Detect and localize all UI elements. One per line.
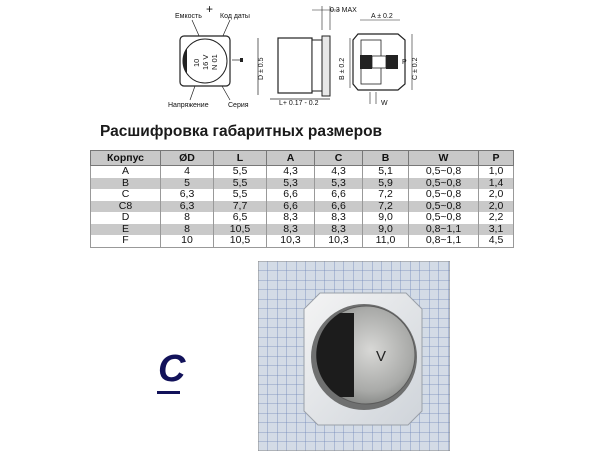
table-cell: 10 bbox=[161, 235, 214, 247]
table-cell: 2,0 bbox=[479, 189, 514, 201]
top-view-drawing bbox=[168, 2, 250, 109]
table-cell: 0,5~0,8 bbox=[409, 189, 479, 201]
table-cell: 9,0 bbox=[363, 212, 409, 224]
column-header: W bbox=[409, 151, 479, 166]
marking-voltage: 16 V bbox=[201, 54, 210, 70]
table-cell: 6,6 bbox=[315, 189, 363, 201]
column-header: ØD bbox=[161, 151, 214, 166]
marking-value: 10 bbox=[192, 58, 201, 67]
capacitance-label: Емкость bbox=[175, 13, 202, 20]
table-cell: 9,0 bbox=[363, 224, 409, 236]
column-header: C bbox=[315, 151, 363, 166]
table-cell: 8 bbox=[161, 224, 214, 236]
dim-c-label: C ± 0.2 bbox=[412, 57, 419, 80]
dim-p-label: P bbox=[402, 59, 407, 66]
table-cell: 5,5 bbox=[214, 178, 267, 190]
table-cell: 10,3 bbox=[267, 235, 315, 247]
table-cell: 7,7 bbox=[214, 201, 267, 213]
table-cell: 0,5~0,8 bbox=[409, 178, 479, 190]
table-cell: 10,5 bbox=[214, 235, 267, 247]
bottom-view-drawing bbox=[339, 13, 419, 107]
table-cell: 8,3 bbox=[267, 224, 315, 236]
table-header-row bbox=[91, 151, 514, 166]
table-cell: 2,0 bbox=[479, 201, 514, 213]
table-cell: 6,6 bbox=[267, 201, 315, 213]
table-cell: A bbox=[91, 166, 161, 178]
table-cell: 1,0 bbox=[479, 166, 514, 178]
table-cell: 0,5~0,8 bbox=[409, 201, 479, 213]
column-header: B bbox=[363, 151, 409, 166]
table-cell: 0,8~1,1 bbox=[409, 224, 479, 236]
table-row bbox=[91, 189, 514, 201]
marking-code: N 01 bbox=[210, 54, 219, 70]
table-cell: 8,3 bbox=[315, 224, 363, 236]
capacitor-marking: V bbox=[376, 348, 387, 365]
table-cell: 6,6 bbox=[315, 201, 363, 213]
dim-b-label: B ± 0.2 bbox=[339, 57, 346, 80]
voltage-label: Напряжение bbox=[168, 102, 209, 109]
table-cell: E bbox=[91, 224, 161, 236]
table-cell: 10,3 bbox=[315, 235, 363, 247]
table-cell: 5,9 bbox=[363, 178, 409, 190]
table-cell: 11,0 bbox=[363, 235, 409, 247]
table-row bbox=[91, 212, 514, 224]
dimension-drawings bbox=[0, 0, 600, 115]
table-cell: 10,5 bbox=[214, 224, 267, 236]
column-header: Корпус bbox=[91, 151, 161, 166]
table-row bbox=[91, 166, 514, 178]
table-cell: 0,8~1,1 bbox=[409, 235, 479, 247]
table-cell: 7,2 bbox=[363, 201, 409, 213]
table-cell: 5,1 bbox=[363, 166, 409, 178]
table-cell: B bbox=[91, 178, 161, 190]
table-cell: 0,5~0,8 bbox=[409, 212, 479, 224]
table-cell: 1,4 bbox=[479, 178, 514, 190]
dim-w-label: W bbox=[381, 100, 388, 107]
dimensions-table bbox=[90, 150, 514, 248]
table-cell: 6,5 bbox=[214, 212, 267, 224]
dim-d-label: D ± 0.5 bbox=[258, 57, 265, 80]
dim-max-label: 0.3 MAX bbox=[330, 7, 357, 14]
table-cell: 8,3 bbox=[315, 212, 363, 224]
date-code-label: Код даты bbox=[220, 13, 250, 20]
table-cell: 3,1 bbox=[479, 224, 514, 236]
table-cell: 4,5 bbox=[479, 235, 514, 247]
table-cell: 5,3 bbox=[267, 178, 315, 190]
table-cell: 6,6 bbox=[267, 189, 315, 201]
capacitor-photo bbox=[258, 261, 450, 451]
table-row bbox=[91, 235, 514, 247]
table-cell: 4 bbox=[161, 166, 214, 178]
table-cell: 6,3 bbox=[161, 189, 214, 201]
table-cell: F bbox=[91, 235, 161, 247]
column-header: L bbox=[214, 151, 267, 166]
plus-sign: + bbox=[206, 2, 214, 16]
table-cell: 5,3 bbox=[315, 178, 363, 190]
table-cell: 5 bbox=[161, 178, 214, 190]
table-cell: 8,3 bbox=[267, 212, 315, 224]
table-cell: C8 bbox=[91, 201, 161, 213]
table-cell: 5,5 bbox=[214, 166, 267, 178]
table-cell: 7,2 bbox=[363, 189, 409, 201]
table-cell: 4,3 bbox=[267, 166, 315, 178]
table-cell: D bbox=[91, 212, 161, 224]
table-cell: 0,5~0,8 bbox=[409, 166, 479, 178]
table-cell: C bbox=[91, 189, 161, 201]
case-series-label: C bbox=[158, 348, 186, 390]
table-cell: 2,2 bbox=[479, 212, 514, 224]
dim-a-label: A ± 0.2 bbox=[371, 13, 393, 20]
column-header: A bbox=[267, 151, 315, 166]
series-label-text: Серия bbox=[228, 102, 249, 109]
dim-l-label: L+ 0.17 - 0.2 bbox=[279, 100, 319, 107]
column-header: P bbox=[479, 151, 514, 166]
side-view-drawing bbox=[258, 6, 357, 107]
series-underline bbox=[157, 391, 180, 394]
table-cell: 8 bbox=[161, 212, 214, 224]
table-cell: 4,3 bbox=[315, 166, 363, 178]
page-title: Расшифровка габаритных размеров bbox=[100, 123, 383, 140]
table-cell: 5,5 bbox=[214, 189, 267, 201]
table-cell: 6,3 bbox=[161, 201, 214, 213]
